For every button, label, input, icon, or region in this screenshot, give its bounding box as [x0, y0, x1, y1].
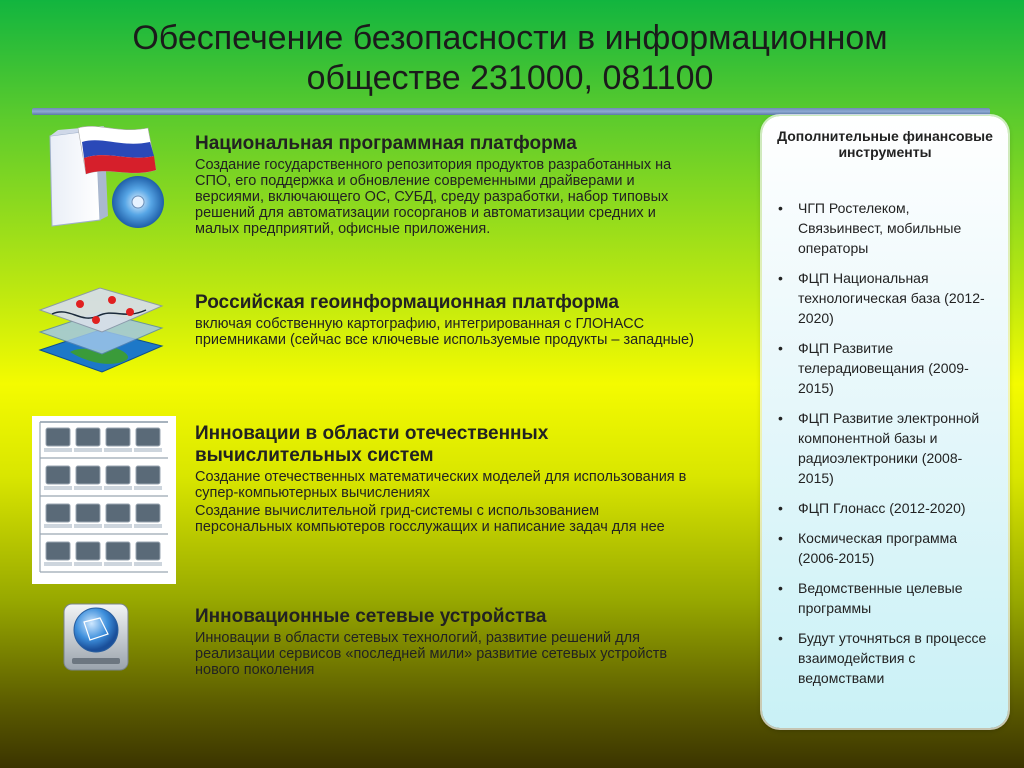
- list-item-text: ФЦП Глонасс (2012-2020): [798, 500, 966, 516]
- section-text: Создание отечественных математических моделей для использования в супер-компьютерных вычислениях: [195, 469, 687, 501]
- panel-list: [778, 198, 994, 698]
- panel-title: Дополнительные финансовые инструменты: [777, 128, 993, 160]
- section-heading: Инновационные сетевые устройства: [195, 606, 547, 627]
- slide-title-line-2: обществе 231000, 081100: [306, 59, 714, 97]
- list-item: [778, 578, 994, 618]
- bullet: •: [778, 410, 783, 426]
- section-text: Создание государственного репозитория продуктов разработанных на СПО, его поддержка и обновление современными драйверами и версиями, включающего ОС, СУБД, среду разработки, набор типовых решений для автоматизации госорганов и автоматизации средних и малых предприятий, офисные приложения.: [195, 157, 672, 237]
- title-divider: [32, 108, 990, 115]
- list-item-text: Ведомственные целевые программы: [798, 580, 963, 616]
- list-item: [778, 498, 994, 518]
- section-heading: Инновации в области отечественных вычислительных систем: [195, 423, 549, 466]
- section-national-platform: [195, 133, 695, 237]
- list-item-text: ФЦП Развитие телерадиовещания (2009-2015): [798, 340, 969, 396]
- list-item: [778, 528, 994, 568]
- bullet: •: [778, 580, 783, 596]
- section-text: Создание вычислительной грид-системы с использованием персональных компьютеров госслужащих и написание задач для нее: [195, 503, 665, 535]
- software-box-flag-icon: [38, 122, 168, 232]
- bullet: •: [778, 340, 783, 356]
- list-item-text: Будут уточняться в процессе взаимодействия с ведомствами: [798, 630, 987, 686]
- list-item-text: ЧГП Ростелеком, Связьинвест, мобильные операторы: [798, 200, 962, 256]
- bullet: •: [778, 530, 783, 546]
- section-heading: Российская геоинформационная платформа: [195, 292, 619, 313]
- bullet: •: [778, 200, 783, 216]
- bullet: •: [778, 270, 783, 286]
- section-computing-systems: [195, 423, 695, 535]
- map-layers-icon: [30, 280, 170, 380]
- bullet: •: [778, 500, 783, 516]
- list-item: [778, 338, 994, 398]
- section-text: Инновации в области сетевых технологий, развитие решений для реализации сервисов «последней мили» развитие сетевых устройств нового поколения: [195, 630, 668, 678]
- list-item: [778, 628, 994, 688]
- list-item-text: ФЦП Национальная технологическая база (2012-2020): [798, 270, 985, 326]
- slide-title: [90, 18, 930, 98]
- financial-instruments-panel: [762, 116, 1008, 728]
- slide-title-line-1: Обеспечение безопасности в информационном: [132, 19, 888, 57]
- section-network-devices: [195, 606, 695, 678]
- bullet: •: [778, 630, 783, 646]
- network-drive-icon: [60, 600, 132, 676]
- section-heading: Национальная программная платформа: [195, 133, 577, 154]
- list-item: [778, 198, 994, 258]
- list-item: [778, 268, 994, 328]
- list-item-text: ФЦП Развитие электронной компонентной базы и радиоэлектроники (2008-2015): [798, 410, 980, 486]
- list-item: [778, 408, 994, 488]
- section-geo-platform: [195, 292, 695, 348]
- section-text: включая собственную картографию, интегрированная с ГЛОНАСС приемниками (сейчас все ключевые используемые продукты – западные): [195, 316, 694, 348]
- computer-grid-icon: [32, 416, 176, 584]
- list-item-text: Космическая программа (2006-2015): [798, 530, 958, 566]
